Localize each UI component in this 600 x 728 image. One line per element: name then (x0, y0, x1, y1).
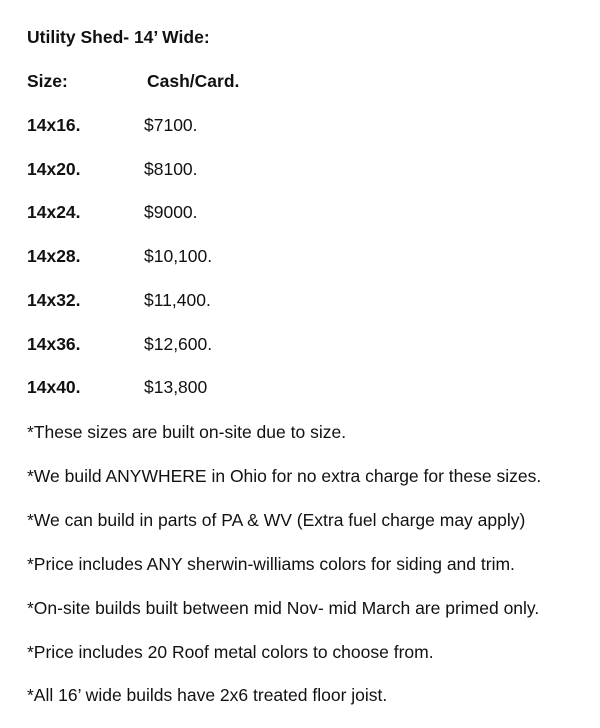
note-item: *Price includes ANY sherwin-williams colors for siding and trim. (27, 553, 515, 574)
note-item: *These sizes are built on-site due to size. (27, 422, 347, 442)
page-title: Utility Shed- 14’ Wide: (27, 27, 210, 47)
row-size: 14x32. (27, 289, 81, 310)
note-item: *On-site builds built between mid Nov- mid March are primed only. (27, 597, 540, 618)
note-item: *We can build in parts of PA & WV (Extra fuel charge may apply) (27, 509, 526, 530)
price-column-header: Cash/Card. (147, 71, 240, 91)
row-price: $9000. (144, 202, 198, 223)
note-item: *All 16’ wide builds have 2x6 treated floor joist. (27, 685, 388, 706)
row-size: 14x16. (27, 115, 81, 135)
row-size: 14x36. (27, 333, 81, 354)
row-price: $11,400. (144, 289, 211, 310)
row-size: 14x24. (27, 202, 81, 223)
row-price: $8100. (144, 158, 198, 179)
row-price: $12,600. (144, 333, 213, 354)
row-size: 14x28. (27, 246, 81, 267)
row-price: $10,100. (144, 246, 213, 267)
row-size: 14x20. (27, 158, 81, 179)
row-price: $13,800 (144, 377, 208, 398)
size-column-header: Size: (27, 71, 68, 91)
note-item: *We build ANYWHERE in Ohio for no extra charge for these sizes. (27, 465, 542, 486)
row-size: 14x40. (27, 377, 81, 398)
row-price: $7100. (144, 115, 198, 135)
note-item: *Price includes 20 Roof metal colors to choose from. (27, 641, 434, 662)
